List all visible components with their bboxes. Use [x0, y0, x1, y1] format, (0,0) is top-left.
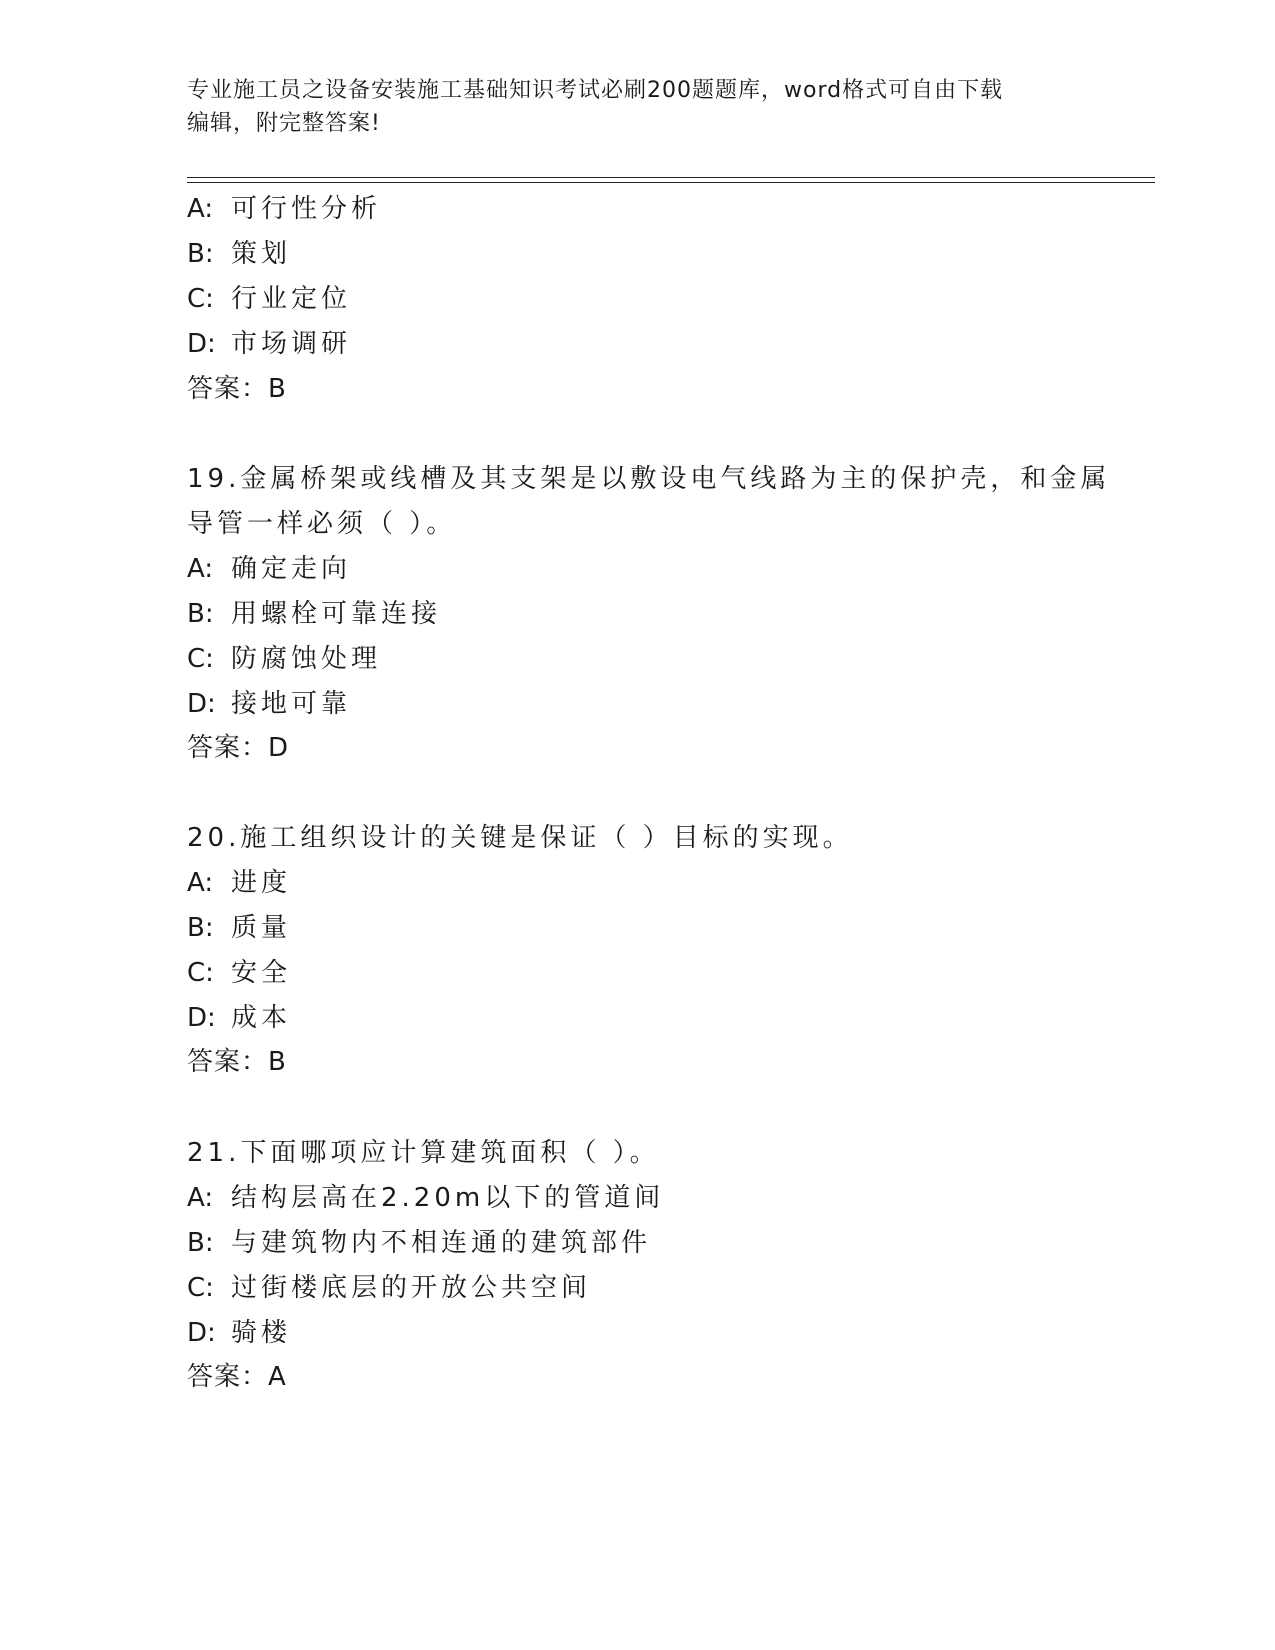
- option-key: A:: [187, 1183, 214, 1213]
- option-key: D:: [187, 329, 216, 359]
- q19-stem-line-1: 19.金属桥架或线槽及其支架是以敷设电气线路为主的保护壳，和金属: [187, 464, 1111, 494]
- header-divider-top: [187, 177, 1155, 178]
- option-text: 可行性分析: [231, 194, 382, 224]
- q21-option-a: [187, 1181, 664, 1215]
- option-key: C:: [187, 644, 214, 674]
- option-key: B:: [187, 599, 214, 629]
- option-text: 市场调研: [231, 329, 352, 359]
- option-text: 过街楼底层的开放公共空间: [231, 1273, 592, 1303]
- option-text: 接地可靠: [231, 689, 352, 719]
- option-text: 与建筑物内不相连通的建筑部件: [231, 1228, 652, 1258]
- q21-answer: 答案：A: [187, 1362, 287, 1392]
- q19-option-c: [187, 642, 381, 676]
- option-key: C:: [187, 958, 214, 988]
- option-key: C:: [187, 1273, 214, 1303]
- q18-option-b: [187, 237, 291, 271]
- q20-option-c: [187, 956, 291, 990]
- option-key: C:: [187, 284, 214, 314]
- document-header: [187, 74, 1077, 140]
- option-key: D:: [187, 1318, 216, 1348]
- q20-answer: 答案：B: [187, 1047, 287, 1077]
- header-divider-bottom: [187, 182, 1155, 183]
- option-text: 骑楼: [231, 1318, 292, 1348]
- option-text: 行业定位: [231, 284, 352, 314]
- option-text: 策划: [231, 239, 292, 269]
- option-key: B:: [187, 913, 214, 943]
- q19-option-a: [187, 552, 351, 586]
- q18-option-c: [187, 282, 351, 316]
- option-text: 防腐蚀处理: [231, 644, 382, 674]
- header-line-1: 专业施工员之设备安装施工基础知识考试必刷200题题库，word格式可自由下载: [187, 78, 1004, 103]
- q20-option-a: [187, 866, 291, 900]
- q21-option-b: [187, 1226, 651, 1260]
- option-key: D:: [187, 1003, 216, 1033]
- option-text: 质量: [231, 913, 292, 943]
- q19-stem-line-2: 导管一样必须（ ）。: [187, 509, 457, 539]
- header-line-2: 编辑，附完整答案!: [187, 111, 381, 136]
- option-text: 确定走向: [231, 554, 352, 584]
- q18-answer: 答案：B: [187, 374, 287, 404]
- option-key: B:: [187, 239, 214, 269]
- option-text: 进度: [231, 868, 292, 898]
- option-key: A:: [187, 194, 214, 224]
- q19-answer: 答案：D: [187, 733, 290, 763]
- q18-option-d: [187, 327, 351, 361]
- option-key: A:: [187, 868, 214, 898]
- q21-stem-line-1: 21.下面哪项应计算建筑面积（ ）。: [187, 1138, 660, 1168]
- q19-option-d: [187, 687, 351, 721]
- q19-option-b: [187, 597, 441, 631]
- q21-option-c: [187, 1271, 591, 1305]
- q20-option-b: [187, 911, 291, 945]
- option-text: 结构层高在2.20m以下的管道间: [231, 1183, 665, 1213]
- q20-option-d: [187, 1001, 291, 1035]
- option-text: 成本: [231, 1003, 292, 1033]
- option-text: 安全: [231, 958, 292, 988]
- option-key: B:: [187, 1228, 214, 1258]
- option-text: 用螺栓可靠连接: [231, 599, 442, 629]
- q21-option-d: [187, 1316, 291, 1350]
- q18-option-a: [187, 192, 381, 226]
- option-key: A:: [187, 554, 214, 584]
- option-key: D:: [187, 689, 216, 719]
- q20-stem-line-1: 20.施工组织设计的关键是保证（ ）目标的实现。: [187, 823, 853, 853]
